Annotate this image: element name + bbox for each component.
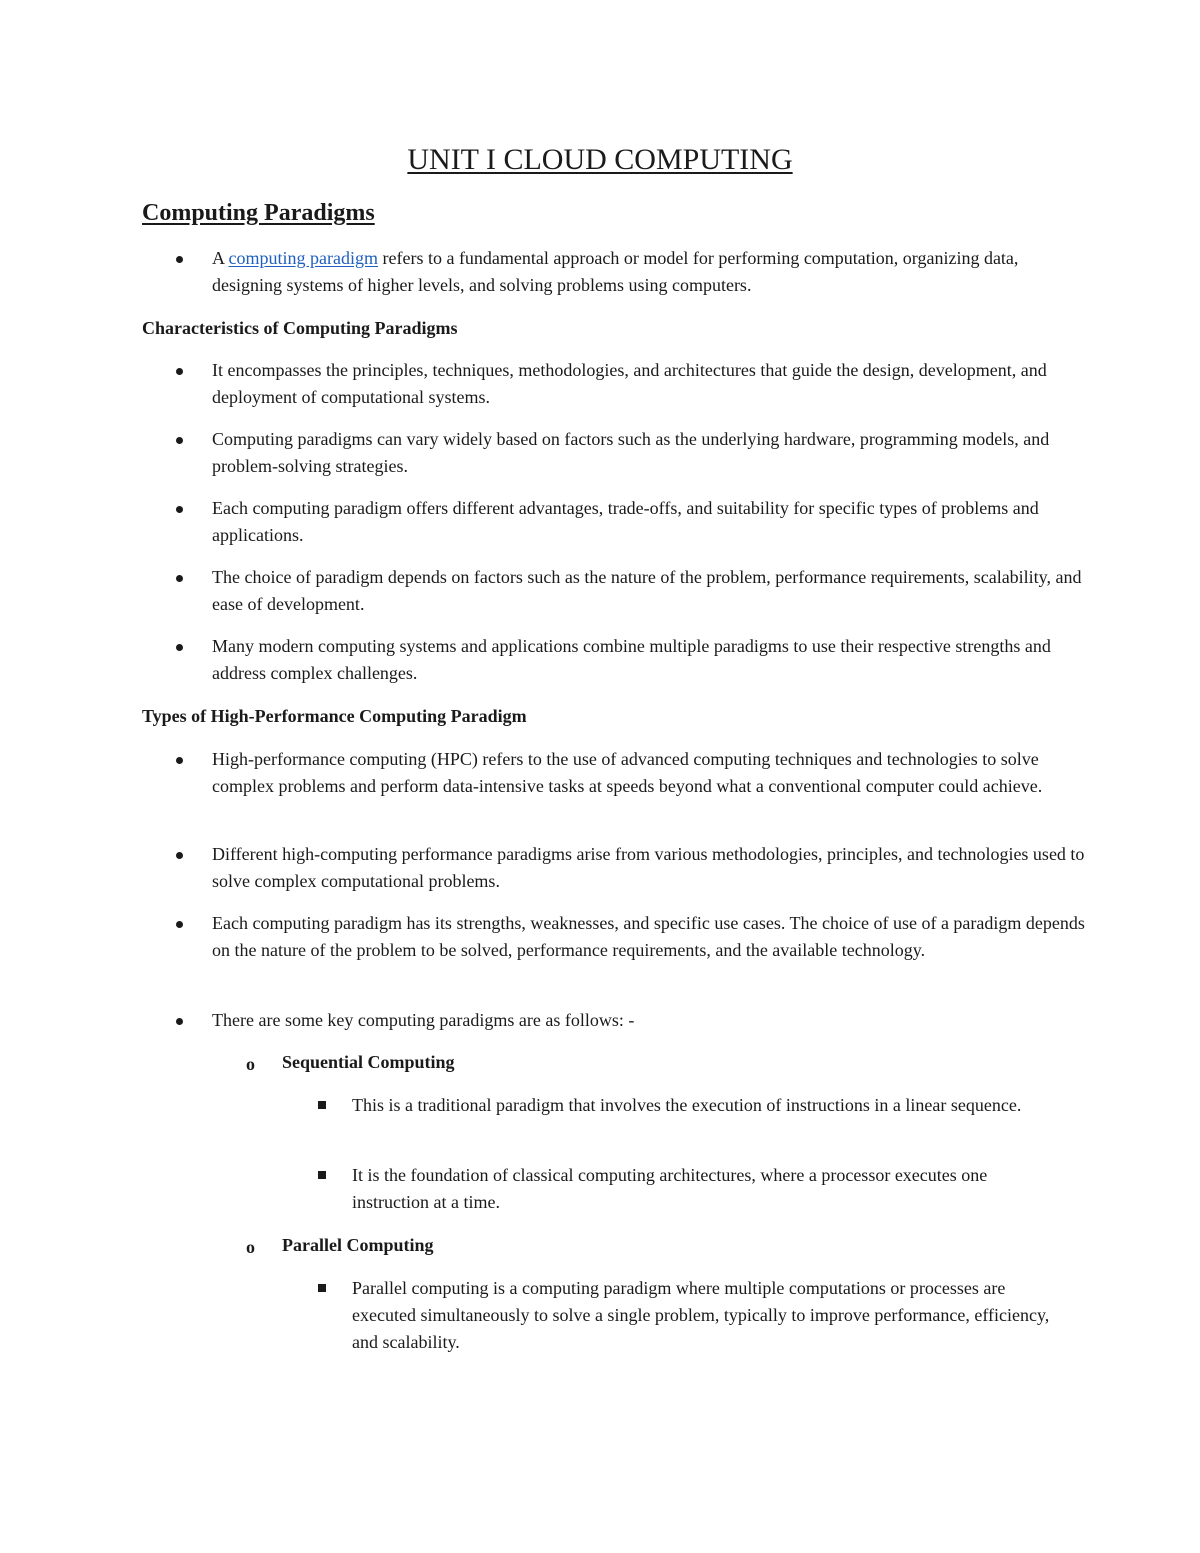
intro-prefix: A [212,248,229,268]
bullet-icon [176,564,206,582]
circle-bullet-icon: o [246,1054,255,1074]
circle-bullet-icon: o [246,1237,255,1257]
bullet-icon [176,357,206,375]
list-item: Parallel computing is a computing paradigm where multiple computations or processes are executed simultaneously to solve a single problem, typically to improve performance, efficiency, and scalability. [352,1278,1050,1352]
list-item: Different high-computing performance paradigms arise from various methodologies, principles, and technologies used to solve complex computational problems. [212,844,1085,891]
hpc-heading: Types of High-Performance Computing Paradigm [142,706,527,726]
list-item: Many modern computing systems and applications combine multiple paradigms to use their respective strengths and address complex challenges. [212,636,1051,683]
list-item: It encompasses the principles, techniques, methodologies, and architectures that guide the design, development, and deployment of computational systems. [212,360,1047,407]
list-item: Each computing paradigm has its strengths, weaknesses, and specific use cases. The choice of use of a paradigm depends on the nature of the problem to be solved, performance requirements, and the available technology. [212,913,1085,960]
document-title: UNIT I CLOUD COMPUTING [407,143,793,176]
bullet-icon [176,245,206,263]
section-heading-computing-paradigms: Computing Paradigms [142,200,375,226]
bullet-icon [176,633,206,651]
list-item: Computing paradigms can vary widely based on factors such as the underlying hardware, programming models, and problem-solving strategies. [212,429,1050,476]
intro-paragraph [212,245,1092,299]
list-item: The choice of paradigm depends on factors such as the nature of the problem, performance requirements, scalability, and ease of development. [212,567,1082,614]
computing-paradigm-link[interactable]: computing paradigm [228,248,378,268]
bullet-icon [176,1007,206,1025]
characteristics-heading: Characteristics of Computing Paradigms [142,318,458,338]
list-item: High-performance computing (HPC) refers to the use of advanced computing techniques and technologies to solve complex problems and perform data-intensive tasks at speeds beyond what a conventional computer could achieve. [212,749,1043,796]
bullet-icon [176,495,206,513]
square-bullet-icon [318,1101,326,1109]
list-item: It is the foundation of classical computing architectures, where a processor executes one instruction at a time. [352,1165,988,1212]
list-item: Each computing paradigm offers different advantages, trade-offs, and suitability for specific types of problems and applications. [212,498,1039,545]
bullet-icon [176,746,206,764]
paradigm-heading-sequential: Sequential Computing [282,1052,455,1072]
list-item: This is a traditional paradigm that involves the execution of instructions in a linear sequence. [352,1095,1022,1115]
paradigm-heading-parallel: Parallel Computing [282,1235,434,1255]
list-item: There are some key computing paradigms are as follows: - [212,1010,635,1030]
intro-suffix: refers to a fundamental approach or model for performing computation, organizing data, designing systems of higher levels, and solving problems using computers. [212,248,1019,295]
bullet-icon [176,841,206,859]
square-bullet-icon [318,1171,326,1179]
bullet-icon [176,426,206,444]
square-bullet-icon [318,1284,326,1292]
bullet-icon [176,910,206,928]
